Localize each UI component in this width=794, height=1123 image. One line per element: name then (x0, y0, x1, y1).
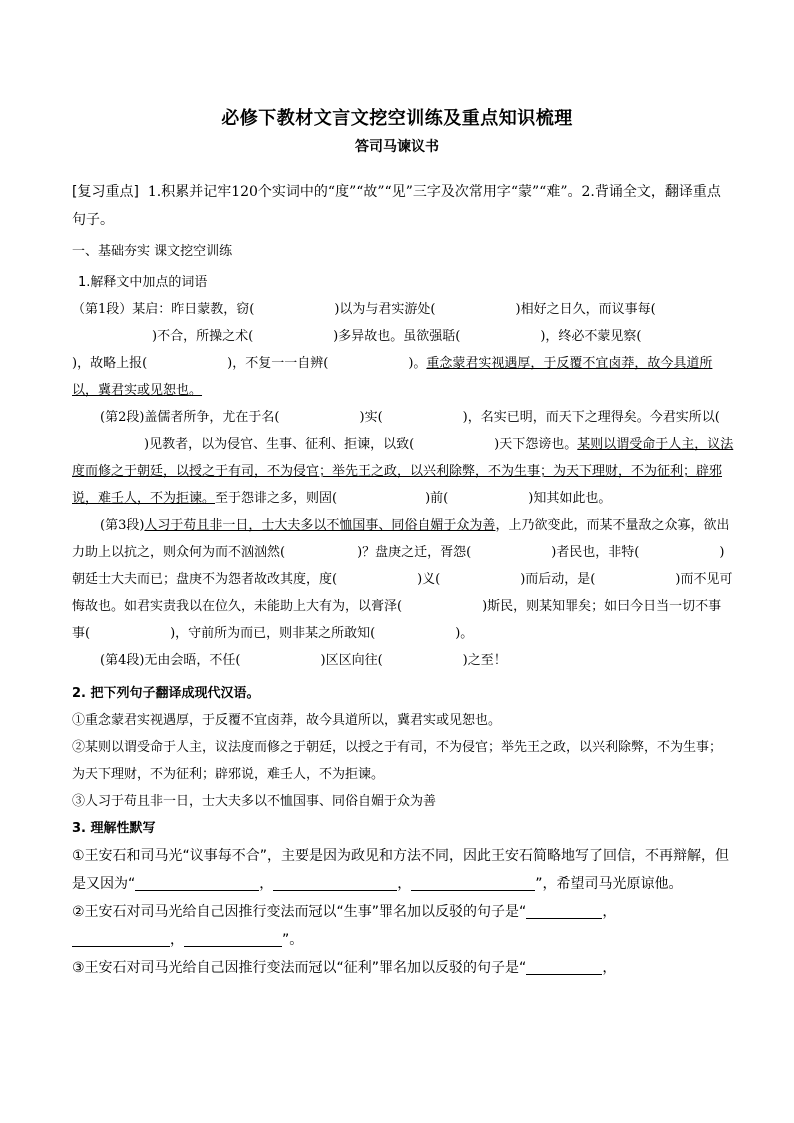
review-focus: [复习重点] 1.积累并记牢120个实词中的“度”“故”“见”三字及次常用字“蒙”“难”。2.背诵全文，翻译重点句子。 (72, 184, 721, 228)
answer-blank[interactable] (411, 875, 535, 891)
translation-sentence-2: ②某则以谓受命于人主，议法度而修之于朝廷，以授之于有司，不为侵官；举先王之政，以兴利除弊，不为生事；为天下理财，不为征利；辟邪说，难壬人，不为拒谏。 (72, 740, 723, 782)
translation-sentence-3: ③人习于苟且非一日，士大夫多以不恤国事、同俗自媚于众为善 (72, 794, 437, 809)
answer-blank[interactable] (273, 875, 397, 891)
question3-heading: 3. 理解性默写 (72, 821, 156, 836)
translation-sentence-1: ①重念蒙君实视遇厚，于反覆不宜卤莽，故今具道所以，冀君实或见恕也。 (72, 713, 502, 728)
document-body (72, 178, 734, 982)
answer-blank[interactable] (135, 875, 259, 891)
answer-blank[interactable] (526, 959, 602, 975)
paragraph-3: (第3段)人习于苟且非一日，士大夫多以不恤国事、同俗自媚于众为善，上乃欲变此，而某不量敌之众寡，欲出力助上以抗之，则众何为而不汹汹然( )？盘庚之迁，胥怨( )者民也，非特( )朝廷士大夫而已；盘庚不为怨者故改其度，度( )义( )而后动，是( )而不见可悔故也。如君实责我以在位久，未能助上大有为，以膏泽( )斯民，则某知罪矣；如曰今日当一切不事事( )，守前所为而已，则非某之所敢知( )。 (72, 518, 733, 641)
answer-blank[interactable] (526, 903, 602, 919)
answer-blank[interactable] (72, 931, 170, 947)
paragraph-1: （第1段）某启：昨日蒙教，窃( )以为与君实游处( )相好之日久，而议事每()不合，所操之术( )多异故也。虽欲强聒( )，终必不蒙见察()，故略上报( )，不复一一自辨( )。重念蒙君实视遇厚，于反覆不宜卤莽，故今具道所以，冀君实或见恕也。 (72, 302, 713, 398)
key-sentence-underlined: 人习于苟且非一日，士大夫多以不恤国事、同俗自媚于众为善 (144, 518, 496, 533)
key-sentence-underlined: 某则以谓受命于人主，议法度而修之于朝廷，以授之于有司，不为侵官；举先王之政，以兴利除弊，不为生事；为天下理财，不为征利；辟邪说，难壬人，不为拒谏。 (72, 437, 734, 506)
document-title: 必修下教材文言文挖空训练及重点知识梳理 (221, 108, 573, 129)
question2-heading: 2. 把下列句子翻译成现代汉语。 (72, 686, 260, 701)
dictation-item-2: ②王安石对司马光给自己因推行变法而冠以“生事”罪名加以反驳的句子是“ ， ， ”。 (72, 904, 617, 948)
dictation-item-1: ①王安石和司马光“议事每不合”，主要是因为政见和方法不同，因此王安石简略地写了回信，不再辩解，但是又因为“ ， ， ”，希望司马光原谅他。 (72, 848, 730, 892)
document-subtitle: 答司马谏议书 (355, 139, 439, 155)
dictation-item-3: ③王安石对司马光给自己因推行变法而冠以“征利”罪名加以反驳的句子是“ ， (72, 960, 617, 976)
paragraph-2: (第2段)盖儒者所争，尤在于名( )实( )，名实已明，而天下之理得矣。今君实所以()见教者，以为侵官、生事、征利、拒谏，以致( )天下怨谤也。某则以谓受命于人主，议法度而修之于朝廷，以授之于有司，不为侵官；举先王之政，以兴利除弊，不为生事；为天下理财，不为征利；辟邪说，难壬人，不为拒谏。至于怨诽之多，则固( )前( )知其如此也。 (72, 410, 734, 506)
key-sentence-underlined: 重念蒙君实视遇厚，于反覆不宜卤莽，故今具道所以，冀君实或见恕也。 (72, 356, 713, 398)
answer-blank[interactable] (184, 931, 282, 947)
question1-heading: 1.解释文中加点的词语 (78, 275, 208, 290)
paragraph-4: (第4段)无由会晤，不任( )区区向往( )之至！ (100, 653, 507, 668)
section-heading-basics: 一、基础夯实 课文挖空训练 (72, 244, 233, 259)
